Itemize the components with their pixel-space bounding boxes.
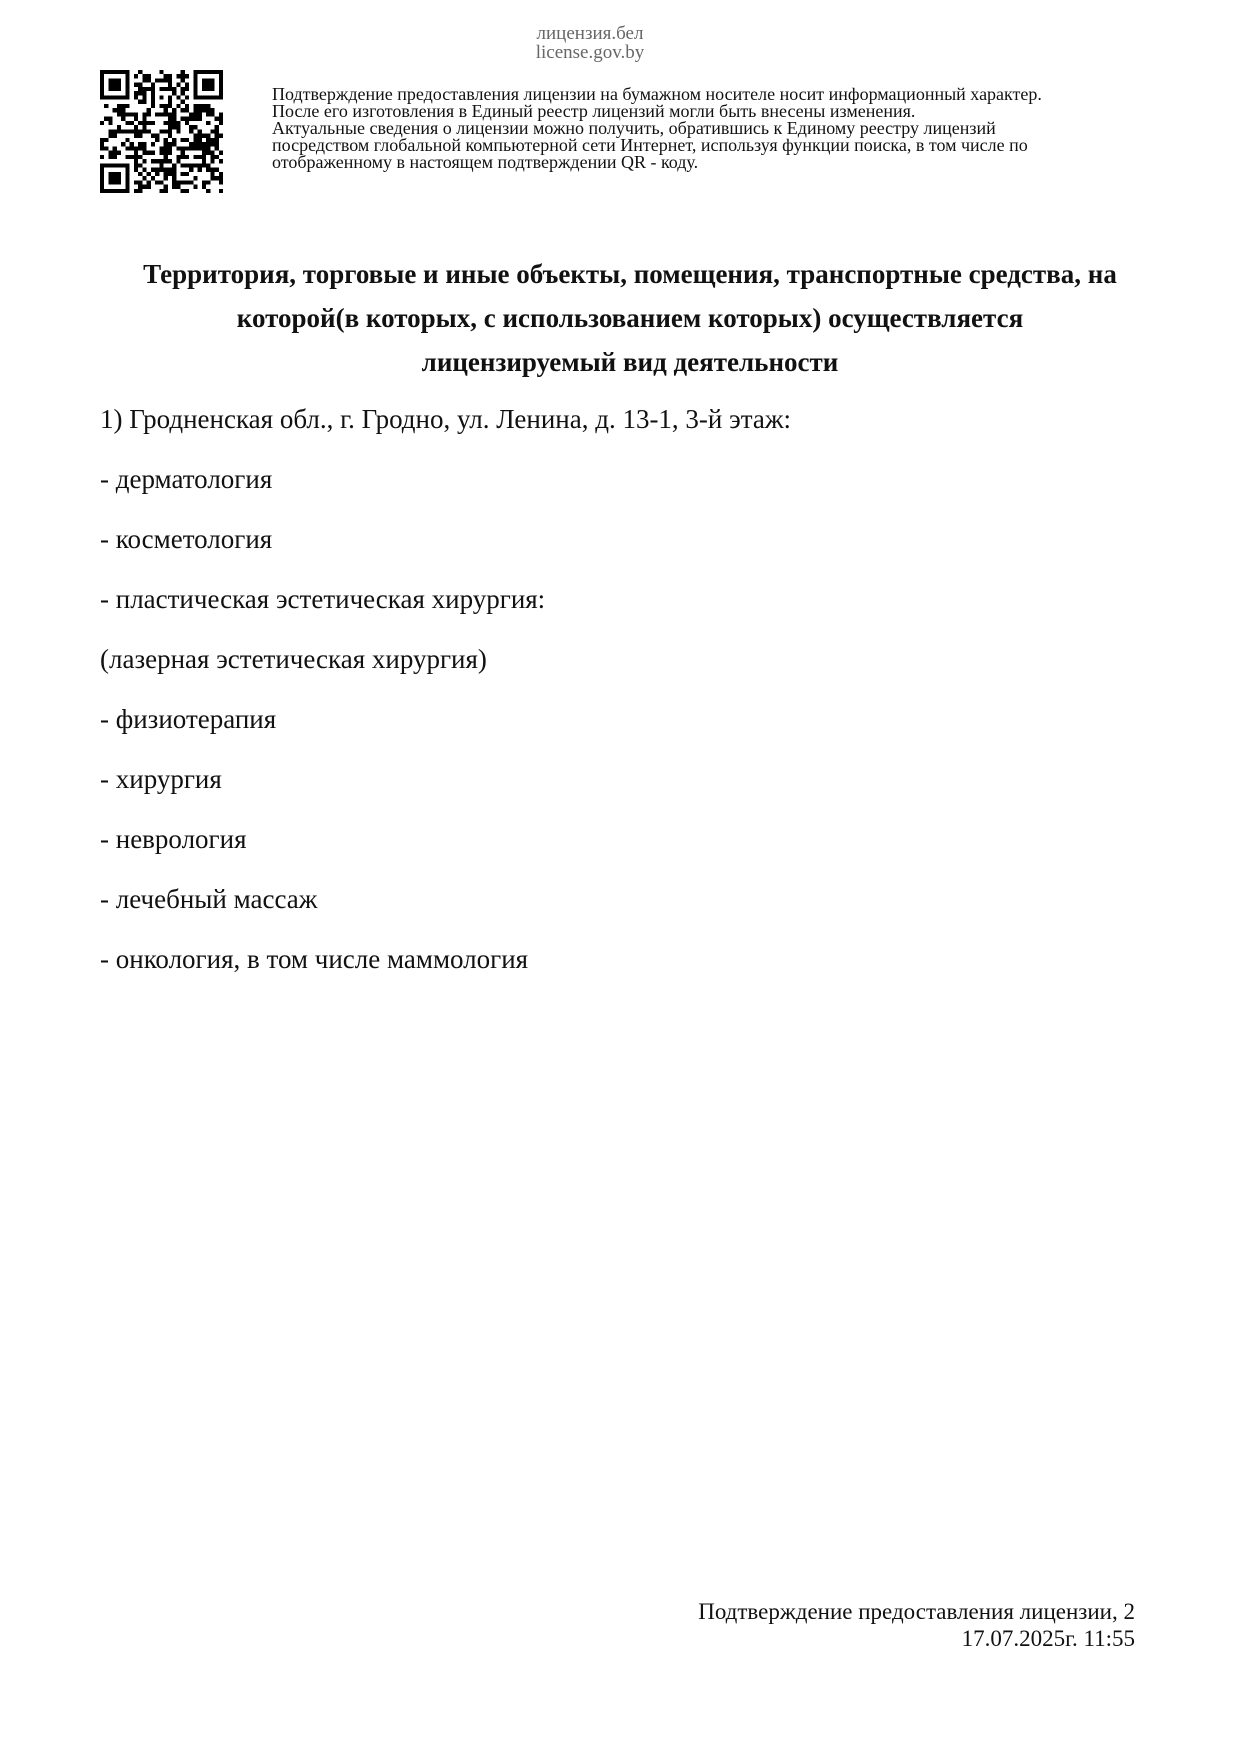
title-line: которой(в которых, с использованием которых) осуществляется [236, 303, 1024, 333]
list-item: - онкология, в том числе маммология [100, 944, 529, 974]
address-line: 1) Гродненская обл., г. Гродно, ул. Ленина, д. 13-1, 3-й этаж: [100, 404, 791, 434]
list-item: - физиотерапия [100, 704, 277, 734]
list-item: - пластическая эстетическая хирургия: [100, 584, 546, 614]
notice-line: посредством глобальной компьютерной сети Интернет, используя функции поиска, в том числе по [272, 135, 1028, 155]
notice-line: Подтверждение предоставления лицензии на бумажном носителе носит информационный характер. [272, 84, 1042, 104]
notice-line: Актуальные сведения о лицензии можно получить, обратившись к Единому реестру лицензий [272, 118, 996, 138]
title-line: лицензируемый вид деятельности [421, 347, 839, 377]
list-item: - дерматология [100, 464, 273, 494]
notice-line: После его изготовления в Единый реестр лицензий могли быть внесены изменения. [272, 101, 916, 121]
notice-line: отображенному в настоящем подтверждении QR - коду. [272, 152, 699, 172]
list-item: - лечебный массаж [100, 884, 318, 914]
info-notice [272, 86, 1192, 171]
page-footer [698, 1598, 1135, 1652]
title-line: Территория, торговые и иные объекты, помещения, транспортные средства, на [143, 259, 1117, 289]
site-cyrillic: лицензия.бел [536, 23, 644, 44]
list-item: - неврология [100, 824, 247, 854]
footer-doc-label: Подтверждение предоставления лицензии, 2 [698, 1599, 1135, 1624]
list-item: (лазерная эстетическая хирургия) [100, 644, 487, 674]
site-address [525, 24, 655, 62]
qr-code [100, 70, 223, 193]
site-latin: license.gov.by [535, 42, 645, 63]
list-item: - хирургия [100, 764, 222, 794]
footer-timestamp: 17.07.2025г. 11:55 [961, 1626, 1135, 1651]
list-item: - косметология [100, 524, 273, 554]
page-title [90, 252, 1170, 384]
